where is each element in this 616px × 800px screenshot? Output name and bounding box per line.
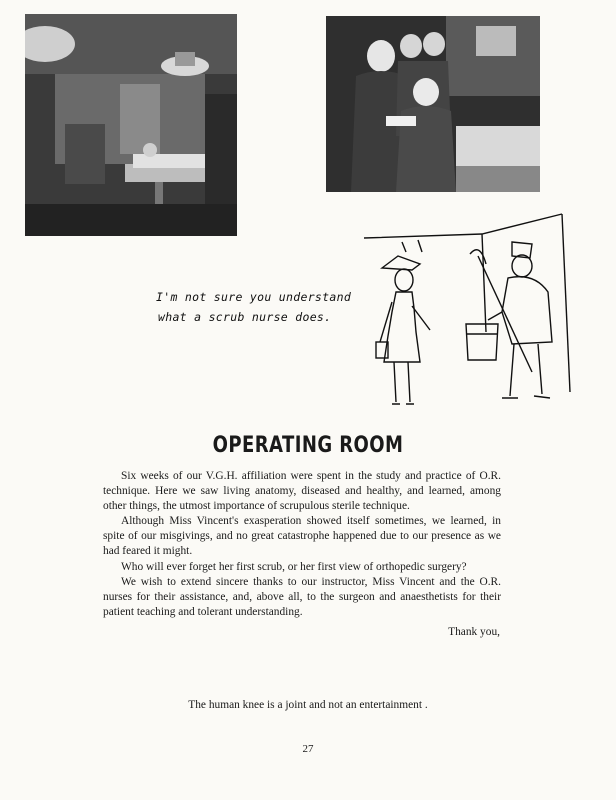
article-body	[103, 469, 501, 620]
page-number: 27	[302, 743, 314, 755]
bottom-quote: The human knee is a joint and not an entertainment .	[188, 699, 428, 711]
closing-signoff: Thank you,	[448, 626, 500, 638]
nurse-cartoon	[362, 212, 574, 412]
cartoon-caption	[156, 287, 366, 327]
caption-line-1: I'm not sure you understand	[156, 290, 352, 304]
page-title: OPERATING ROOM	[212, 433, 404, 458]
scrub-nurses-photo	[326, 16, 540, 192]
operating-room-photo	[25, 14, 237, 236]
paragraph-4: We wish to extend sincere thanks to our instructor, Miss Vincent and the O.R. nurses for their assistance, and, above all, to the surgeon and anaesthetists for their patient teaching and tolerant understanding.	[103, 575, 501, 618]
caption-line-2: what a scrub nurse does.	[158, 310, 332, 324]
paragraph-2: Although Miss Vincent's exasperation showed itself sometimes, we learned, in spite of our misgivings, and no great catastrophe happened due to our presence as we had feared it might.	[103, 515, 501, 558]
paragraph-1: Six weeks of our V.G.H. affiliation were spent in the study and practice of O.R. technique. Here we saw living anatomy, diseased and healthy, and learned, among other things, the utmost importance of scrupulous sterile technique.	[103, 470, 501, 513]
paragraph-3: Who will ever forget her first scrub, or her first view of orthopedic surgery?	[121, 560, 467, 573]
